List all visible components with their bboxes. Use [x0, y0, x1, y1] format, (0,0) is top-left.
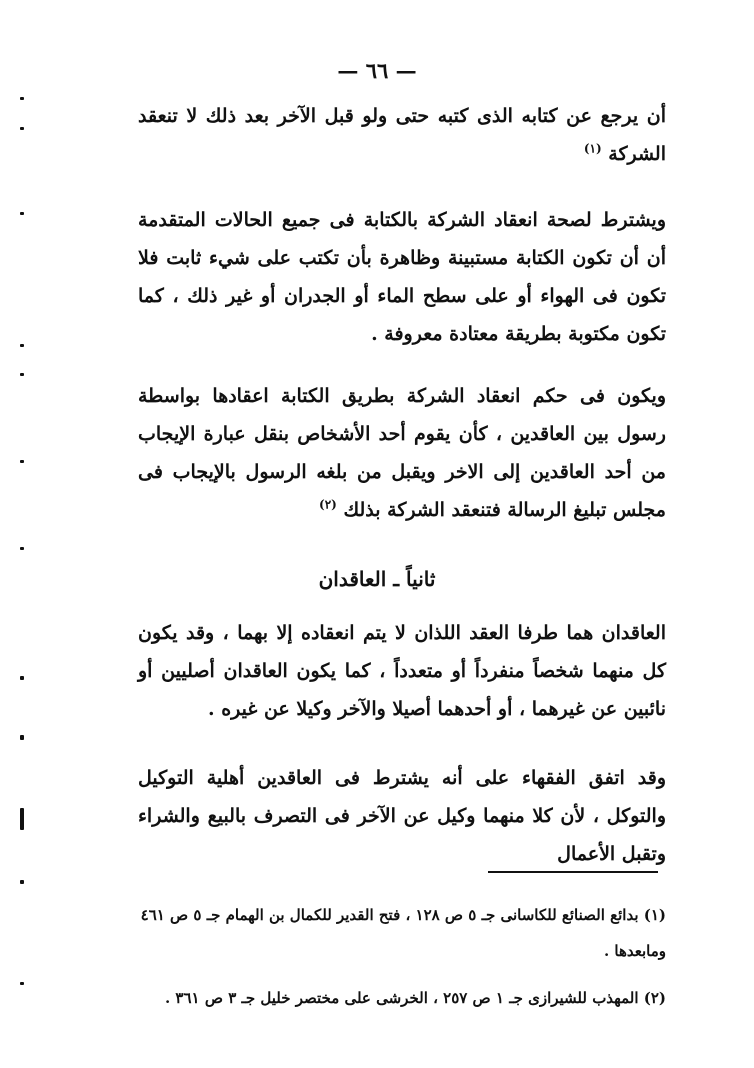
footnote-1: (١) بدائع الصنائع للكاسانى جـ ٥ ص ١٢٨ ، فتح القدير للكمال بن الهمام جـ ٥ ص ٤٦١ ومابعدها . — [140, 906, 666, 960]
scan-mark — [20, 373, 24, 376]
paragraph-1-text: أن يرجع عن كتابه الذى كتبه حتى ولو قبل الآخر بعد ذلك لا تنعقد الشركة — [138, 105, 666, 165]
scan-mark — [20, 127, 24, 130]
scan-mark — [20, 880, 24, 884]
scan-mark — [20, 676, 24, 680]
section-paragraph-1 — [138, 614, 666, 728]
paragraph-1 — [138, 97, 666, 173]
footnote-marker-1: (١) — [583, 141, 602, 156]
footnotes-2 — [138, 980, 666, 1016]
paragraph-3-text: ويكون فى حكم انعقاد الشركة بطريق الكتابة اعقادها بواسطة رسول بين العاقدين ، كأن يقوم أحد الأشخاص بنقل عبارة الإيجاب من أحد العاقدين إلى الاخر ويقبل من بلغه الرسول بالإيجاب فى مجلس تبليغ الرسالة فتنعقد الشركة بذلك — [138, 385, 666, 521]
scan-mark — [20, 460, 24, 463]
footnote-2: (٢) المهذب للشيرازى جـ ١ ص ٢٥٧ ، الخرشى على مختصر خليل جـ ٣ ص ٣٦١ . — [164, 989, 666, 1007]
paragraph-3 — [138, 377, 666, 529]
footnotes — [138, 897, 666, 969]
footnote-marker-2: (٢) — [319, 497, 337, 512]
section-paragraph-2 — [138, 759, 666, 873]
scan-mark — [20, 982, 24, 985]
paragraph-2 — [138, 201, 666, 353]
scan-mark — [20, 212, 24, 215]
page-number: — ٦٦ — — [337, 58, 417, 83]
section-paragraph-1-text: العاقدان هما طرفا العقد اللذان لا يتم انعقاده إلا بهما ، وقد يكون كل منهما شخصاً منفرداً أو متعدداً ، كما يكون العاقدان أصليين أو نائبين عن غيرهما ، أو أحدهما أصيلا والآخر وكيلا عن غيره . — [138, 622, 666, 720]
scan-mark — [20, 547, 24, 550]
scan-mark — [20, 735, 24, 740]
paragraph-2-text: ويشترط لصحة انعقاد الشركة بالكتابة فى جميع الحالات المتقدمة أن أن تكون الكتابة مستبينة وظاهرة بأن تكتب على شيء ثابت فلا تكون فى الهواء أو على سطح الماء أو الجدران أو غير ذلك ، كما تكون مكتوبة بطريقة معتادة معروفة . — [138, 209, 666, 345]
section-heading: ثانياً ـ العاقدان — [318, 567, 436, 591]
footnote-divider — [488, 871, 658, 873]
scan-mark — [20, 808, 24, 830]
section-paragraph-2-text: وقد اتفق الفقهاء على أنه يشترط فى العاقدين أهلية التوكيل والتوكل ، لأن كلا منهما وكيل عن الآخر فى التصرف بالبيع والشراء وتقبل الأعمال — [138, 767, 667, 865]
scan-mark — [20, 344, 24, 347]
scan-mark — [20, 97, 24, 100]
